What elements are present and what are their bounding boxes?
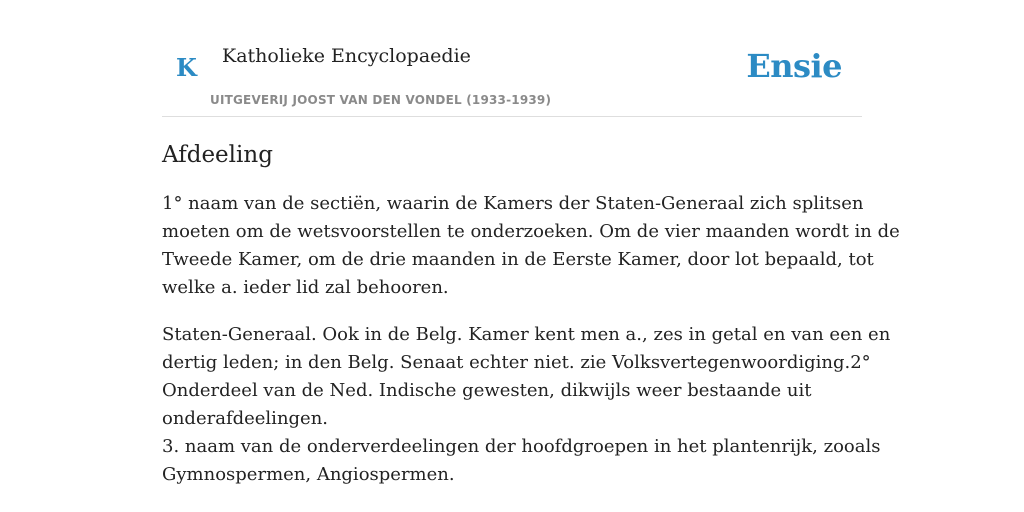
article-paragraph-1	[162, 190, 900, 302]
text-line: welke a. ieder lid zal behooren.	[162, 277, 449, 298]
text-line: dertig leden; in den Belg. Senaat echter niet. zie Volksvertegenwoordiging.2°	[162, 352, 871, 373]
article	[162, 138, 900, 489]
source-header	[162, 0, 862, 117]
text-line: Onderdeel van de Ned. Indische gewesten, dikwijls weer bestaande uit	[162, 380, 812, 401]
source-logo[interactable]: K	[176, 53, 197, 82]
text-line: 1° naam van de sectiën, waarin de Kamers der Staten-Generaal zich splitsen	[162, 193, 864, 214]
text-line: onderafdeelingen.	[162, 408, 329, 429]
text-line: moeten om de wetsvoorstellen te onderzoeken. Om de vier maanden wordt in de	[162, 221, 900, 242]
text-line: Tweede Kamer, om de drie maanden in de Eerste Kamer, door lot bepaald, tot	[162, 249, 874, 270]
text-line: Gymnospermen, Angiospermen.	[162, 464, 455, 485]
text-line: 3. naam van de onderverdeelingen der hoofdgroepen in het plantenrijk, zooals	[162, 436, 881, 457]
article-title: Afdeeling	[162, 142, 273, 168]
article-paragraph-2	[162, 321, 891, 489]
text-line: Staten-Generaal. Ook in de Belg. Kamer kent men a., zes in getal en van een en	[162, 324, 891, 345]
brand-logo[interactable]: Ensie	[746, 47, 842, 85]
source-subtitle: UITGEVERIJ JOOST VAN DEN VONDEL (1933-1939)	[210, 93, 552, 107]
source-title[interactable]: Katholieke Encyclopaedie	[222, 45, 471, 67]
